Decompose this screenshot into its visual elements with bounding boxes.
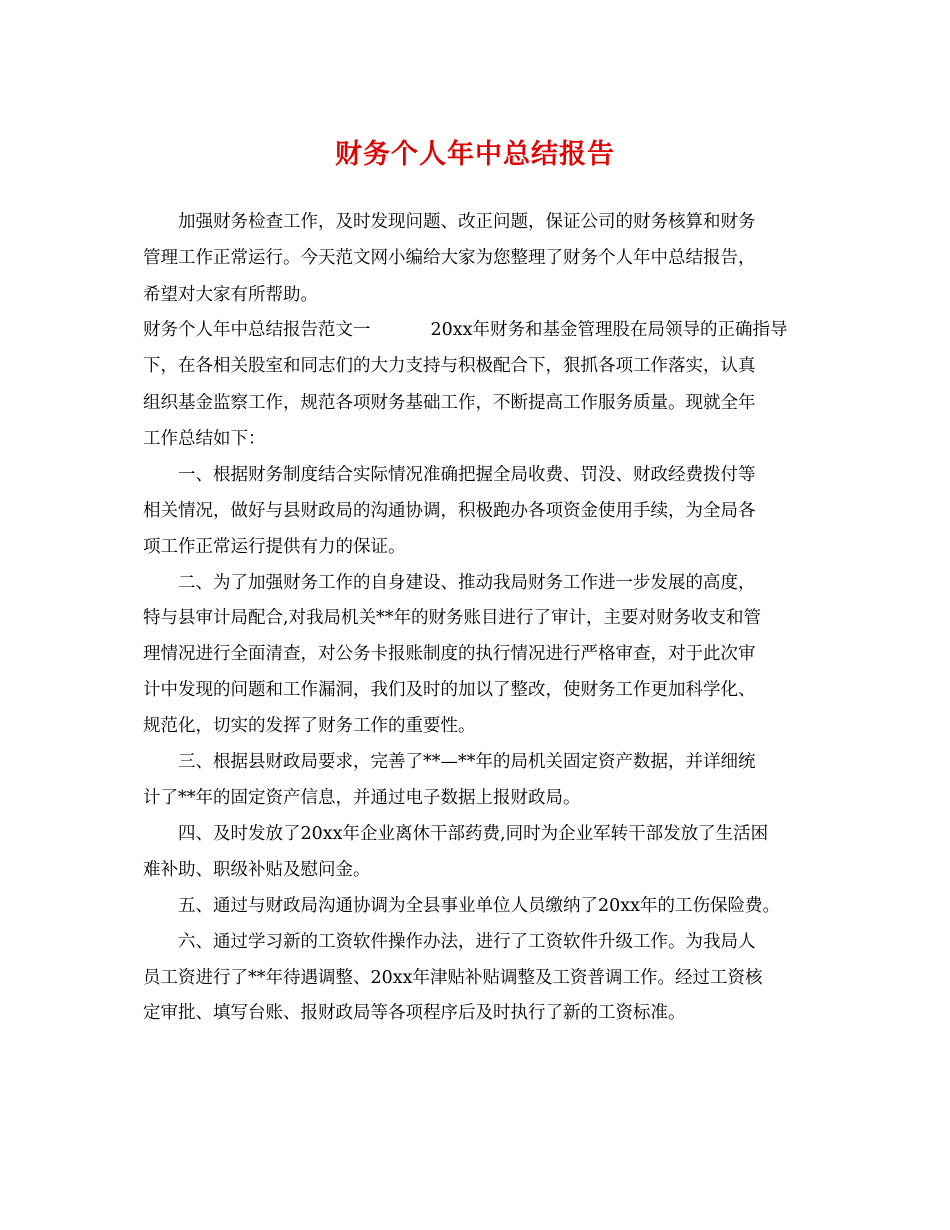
document-title: 财务个人年中总结报告 [335, 139, 615, 170]
body-line: 四、及时发放了20xx年企业离休干部药费,同时为企业军转干部发放了生活困 [143, 824, 769, 844]
body-line: 组织基金监察工作，规范各项财务基础工作，不断提高工作服务质量。现就全年 [143, 393, 756, 413]
body-line: 加强财务检查工作，及时发现问题、改正问题，保证公司的财务核算和财务 [143, 212, 756, 232]
body-line: 难补助、职级补贴及慰问金。 [143, 860, 371, 880]
body-line: 员工资进行了**年待遇调整、20xx年津贴补贴调整及工资普调工作。经过工资核 [143, 968, 763, 988]
section-heading: 财务个人年中总结报告范文一 [143, 320, 371, 340]
body-text: 20xx年财务和基金管理股在局领导的正确指导 [430, 320, 788, 340]
body-line: 五、通过与财政局沟通协调为全县事业单位人员缴纳了20xx年的工伤保险费。 [143, 896, 781, 916]
body-line-with-heading [143, 319, 788, 341]
body-line: 定审批、填写台账、报财政局等各项程序后及时执行了新的工资标准。 [143, 1003, 686, 1023]
body-line: 项工作正常运行提供有力的保证。 [143, 537, 406, 557]
body-line: 管理工作正常运行。今天范文网小编给大家为您整理了财务个人年中总结报告， [143, 248, 756, 268]
body-line: 理情况进行全面清查，对公务卡报账制度的执行情况进行严格审查，对于此次审 [143, 644, 756, 664]
body-line: 工作总结如下： [143, 429, 266, 449]
body-line: 特与县审计局配合,对我局机关**年的财务账目进行了审计，主要对财务收支和管 [143, 608, 762, 628]
body-line: 希望对大家有所帮助。 [143, 285, 318, 305]
body-line: 下，在各相关股室和同志们的大力支持与积极配合下，狠抓各项工作落实，认真 [143, 356, 756, 376]
body-line: 计中发现的问题和工作漏洞，我们及时的加以了整改，使财务工作更加科学化、 [143, 680, 756, 700]
body-line: 三、根据县财政局要求，完善了**—**年的局机关固定资产数据，并详细统 [143, 752, 756, 772]
body-line: 六、通过学习新的工资软件操作办法，进行了工资软件升级工作。为我局人 [143, 932, 756, 952]
body-line: 规范化，切实的发挥了财务工作的重要性。 [143, 716, 476, 736]
body-line: 相关情况，做好与县财政局的沟通协调，积极跑办各项资金使用手续，为全局各 [143, 501, 756, 521]
body-line: 计了**年的固定资产信息，并通过电子数据上报财政局。 [143, 788, 581, 808]
body-line: 二、为了加强财务工作的自身建设、推动我局财务工作进一步发展的高度， [143, 573, 756, 593]
body-line: 一、根据财务制度结合实际情况准确把握全局收费、罚没、财政经费拨付等 [143, 465, 756, 485]
